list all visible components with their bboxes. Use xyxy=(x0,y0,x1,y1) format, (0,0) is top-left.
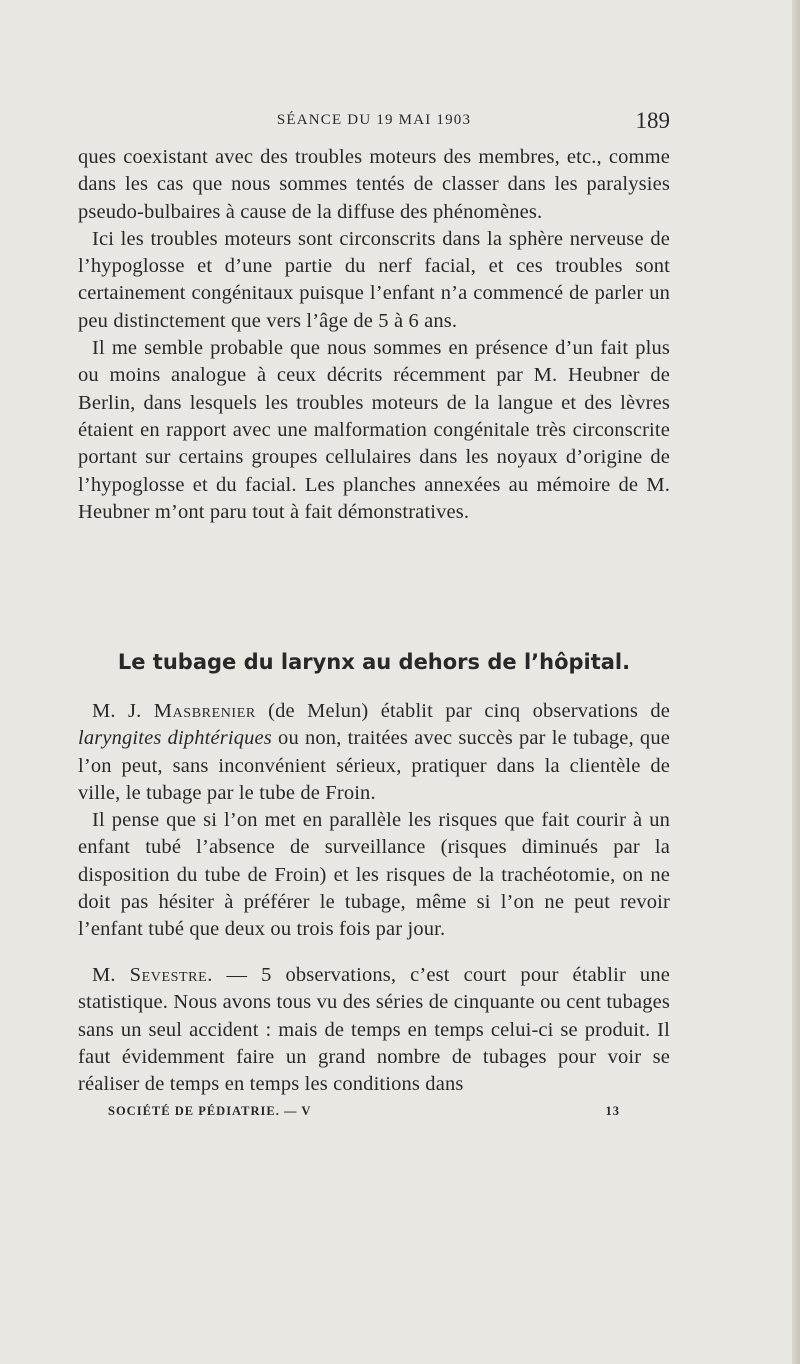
page-number: 189 xyxy=(635,108,670,133)
page-edge xyxy=(792,0,800,1364)
speaker-prefix: M. xyxy=(92,964,130,986)
section-title: Le tubage du larynx au dehors de l’hôpital. xyxy=(117,650,631,674)
paragraph-4-italic: laryngites diphtériques xyxy=(78,727,272,750)
speaker-prefix: M. J. xyxy=(92,700,154,722)
page-footer xyxy=(108,1104,620,1126)
body-text-block-1 xyxy=(78,144,670,526)
paragraph-3: Il me semble probable que nous sommes en présence d’un fait plus ou moins analogue à ceux décrits récemment par M. Heubner de Berlin, dans lesquels les troubles moteurs de la langue et des lèvres étaient en rapport avec une malformation congénitale très circonscrite portant sur certains groupes cellulaires dans les noyaux d’origine de l’hypoglosse et du facial. Les planches annexées au mémoire de M. Heubner m’ont paru tout à fait démonstratives. xyxy=(78,337,670,523)
body-text-block-2 xyxy=(78,698,670,944)
paragraph-6-text: . — 5 observations, c’est court pour établir une statistique. Nous avons tous vu des séries de cinquante ou cent tubages sans un seul accident : mais de temps en temps celui-ci se produit. Il faut évidemment faire un grand nombre de tubages pour voir se réaliser de temps en temps les conditions dans xyxy=(78,964,670,1096)
running-head: SÉANCE DU 19 MAI 1903 xyxy=(276,112,472,128)
paragraph-4 xyxy=(78,698,670,807)
speaker-name: Sevestre xyxy=(129,964,208,986)
paragraph-4-text-b: ou non, traitées avec succès par le tubage, que l’on peut, sans inconvénient sérieux, pratiquer dans la clientèle de ville, le tubage par le tube de Froin. xyxy=(78,727,670,804)
speaker-name: Masbrenier xyxy=(153,700,256,722)
paragraph-4-text-a: (de Melun) établit par cinq observations de xyxy=(255,700,670,722)
paragraph-2: Ici les troubles moteurs sont circonscrits dans la sphère nerveuse de l’hypoglosse et d’une partie du nerf facial, et ces troubles sont certainement congénitaux puisque l’enfant n’a commencé de parler un peu distinctement que vers l’âge de 5 à 6 ans. xyxy=(78,227,670,332)
paragraph-6 xyxy=(78,962,670,1098)
paragraph-1: ques coexistant avec des troubles moteurs des membres, etc., comme dans les cas que nous sommes tentés de classer dans les paralysies pseudo-bulbaires à cause de la diffuse des phénomènes. xyxy=(78,146,670,223)
paragraph-5: Il pense que si l’on met en parallèle les risques que fait courir à un enfant tubé l’absence de surveillance (risques diminués par la disposition du tube de Froin) et les risques de la trachéotomie, on ne doit pas hésiter à préférer le tubage, même si l’on ne peut revoir l’enfant tubé que deux ou trois fois par jour. xyxy=(78,809,670,941)
body-text-block-3 xyxy=(78,962,670,1098)
footer-sheet-number: 13 xyxy=(605,1104,620,1118)
footer-signature: SOCIÉTÉ DE PÉDIATRIE. — V xyxy=(108,1104,312,1118)
page-header xyxy=(78,108,670,138)
